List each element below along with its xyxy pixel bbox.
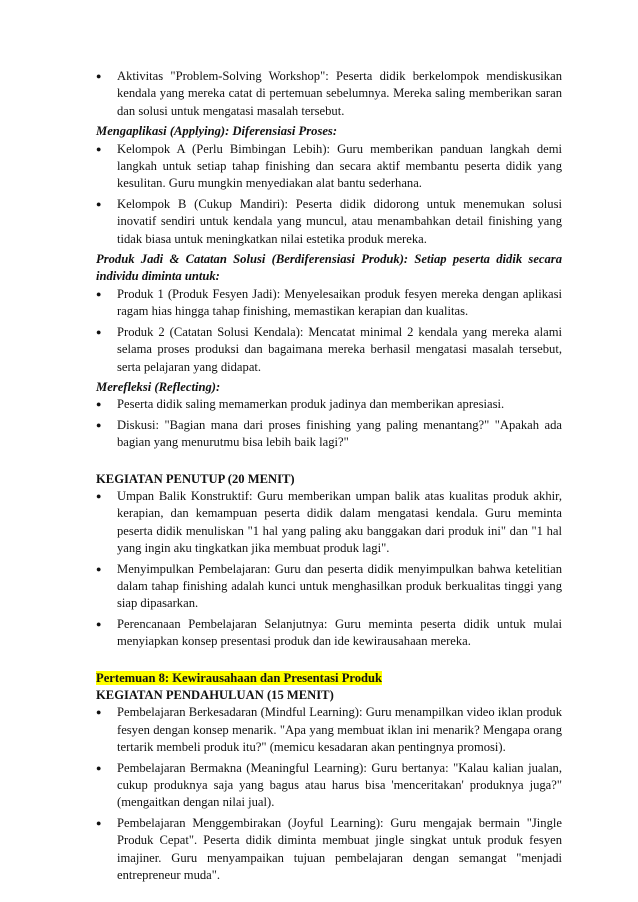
list-item (96, 286, 562, 321)
list-item (96, 417, 562, 452)
list-item (96, 760, 562, 812)
section-heading: KEGIATAN PENUTUP (20 MENIT) (96, 471, 295, 486)
bullet-icon: ● (96, 762, 102, 773)
list-item (96, 141, 562, 193)
list-item-text: Pembelajaran Berkesadaran (Mindful Learning): Guru menampilkan video iklan produk fesyen dengan konsep menarik. "Apa yang membuat iklan ini menarik? Mengapa orang tertarik membeli produk itu?" (memicu kesadaran akan pentingnya promosi). (117, 705, 562, 755)
section-spacer (96, 654, 562, 670)
bullet-list (96, 396, 562, 451)
bullet-icon: ● (96, 71, 102, 81)
list-item-text: Diskusi: "Bagian mana dari proses finishing yang paling menantang?" "Apakah ada bagian yang menurutmu bisa lebih baik lagi?" (117, 417, 562, 450)
subsection-title: Produk Jadi & Catatan Solusi (Berdiferensiasi Produk): Setiap peserta didik secara individu diminta untuk: (96, 252, 562, 284)
list-item-text: Kelompok A (Perlu Bimbingan Lebih): Guru memberikan panduan langkah demi langkah untuk setiap tahap finishing dan secara aktif membantu peserta didik yang kesulitan. Guru mungkin menyediakan alat bantu sederhana. (117, 141, 562, 191)
list-item (96, 324, 562, 376)
meeting-title (96, 670, 562, 687)
bullet-icon: ● (96, 198, 102, 209)
list-item (96, 561, 562, 613)
bullet-list (96, 488, 562, 651)
list-item-text: Perencanaan Pembelajaran Selanjutnya: Guru meminta peserta didik untuk mulai menyiapkan konsep presentasi produk dan ide kewirausahaan mereka. (117, 616, 562, 649)
list-item-text: Umpan Balik Konstruktif: Guru memberikan umpan balik atas kualitas produk akhir, kerapian, dan kemampuan peserta didik dalam mengatasi kendala. Guru meminta peserta didik menuliskan "1 hal yang paling aku banggakan dari produk ini" dan "1 hal yang ingin aku tingkatkan jika membuat produk lagi". (117, 488, 562, 556)
list-item (96, 815, 562, 885)
bullet-icon: ● (96, 618, 102, 629)
list-item-text: Menyimpulkan Pembelajaran: Guru dan peserta didik menyimpulkan bahwa ketelitian dalam tahap finishing adalah kunci untuk menghasilkan produk berkualitas tinggi yang siap dipasarkan. (117, 561, 562, 611)
bullet-icon: ● (96, 563, 102, 574)
subsection-title: Merefleksi (Reflecting): (96, 379, 221, 394)
bullet-icon: ● (96, 490, 102, 501)
highlighted-text: Pertemuan 8: Kewirausahaan dan Presentasi Produk (96, 670, 383, 685)
bullet-icon: ● (96, 143, 102, 154)
list-item-text: Pembelajaran Bermakna (Meaningful Learning): Guru bertanya: "Kalau kalian jualan, cukup produknya saja yang bagus atau harus bisa 'menceritakan' produknya juga?" (mengaitkan dengan nilai jual). (117, 760, 562, 810)
list-item (96, 396, 562, 413)
list-item (96, 488, 562, 558)
bullet-list (96, 68, 562, 120)
bullet-icon: ● (96, 707, 102, 718)
list-item (96, 68, 562, 120)
bullet-icon: ● (96, 419, 102, 430)
list-item-text: Peserta didik saling memamerkan produk jadinya dan memberikan apresiasi. (117, 397, 505, 412)
bullet-list (96, 286, 562, 376)
bullet-icon: ● (96, 326, 102, 337)
list-item-text: Produk 1 (Produk Fesyen Jadi): Menyelesaikan produk fesyen mereka dengan aplikasi ragam hias hingga tahap finishing, memastikan kerapian dan kualitas. (117, 286, 562, 319)
bullet-list (96, 704, 562, 884)
section-spacer (96, 455, 562, 471)
bullet-list (96, 141, 562, 248)
list-item-text: Pembelajaran Menggembirakan (Joyful Learning): Guru mengajak bermain "Jingle Produk Cepat". Peserta didik diminta membuat jingle singkat untuk produk fesyen imajiner. Guru menyampaikan tujuan pembelajaran dengan semangat "menjadi entrepreneur muda". (117, 815, 562, 883)
section-heading: KEGIATAN PENDAHULUAN (15 MENIT) (96, 688, 334, 702)
list-item (96, 196, 562, 248)
list-item (96, 704, 562, 756)
bullet-icon: ● (96, 399, 102, 410)
list-item (96, 616, 562, 651)
list-item-text: Aktivitas "Problem-Solving Workshop": Peserta didik berkelompok mendiskusikan kendala yang mereka catat di pertemuan sebelumnya. Mereka saling memberikan saran dan solusi untuk mengatasi masalah tersebut. (117, 69, 562, 118)
bullet-icon: ● (96, 817, 102, 828)
document-body (96, 68, 562, 887)
bullet-icon: ● (96, 288, 102, 299)
list-item-text: Kelompok B (Cukup Mandiri): Peserta didik didorong untuk menemukan solusi inovatif sendiri untuk kendala yang muncul, atau menambahkan detail finishing yang tidak biasa untuk meningkatkan nilai estetika produk mereka. (117, 196, 562, 246)
subsection-title: Mengaplikasi (Applying): Diferensiasi Proses: (96, 124, 338, 139)
list-item-text: Produk 2 (Catatan Solusi Kendala): Mencatat minimal 2 kendala yang mereka alami selama proses produksi dan bagaimana mereka berhasil mengatasi masalah tersebut, serta pelajaran yang didapat. (117, 324, 562, 374)
